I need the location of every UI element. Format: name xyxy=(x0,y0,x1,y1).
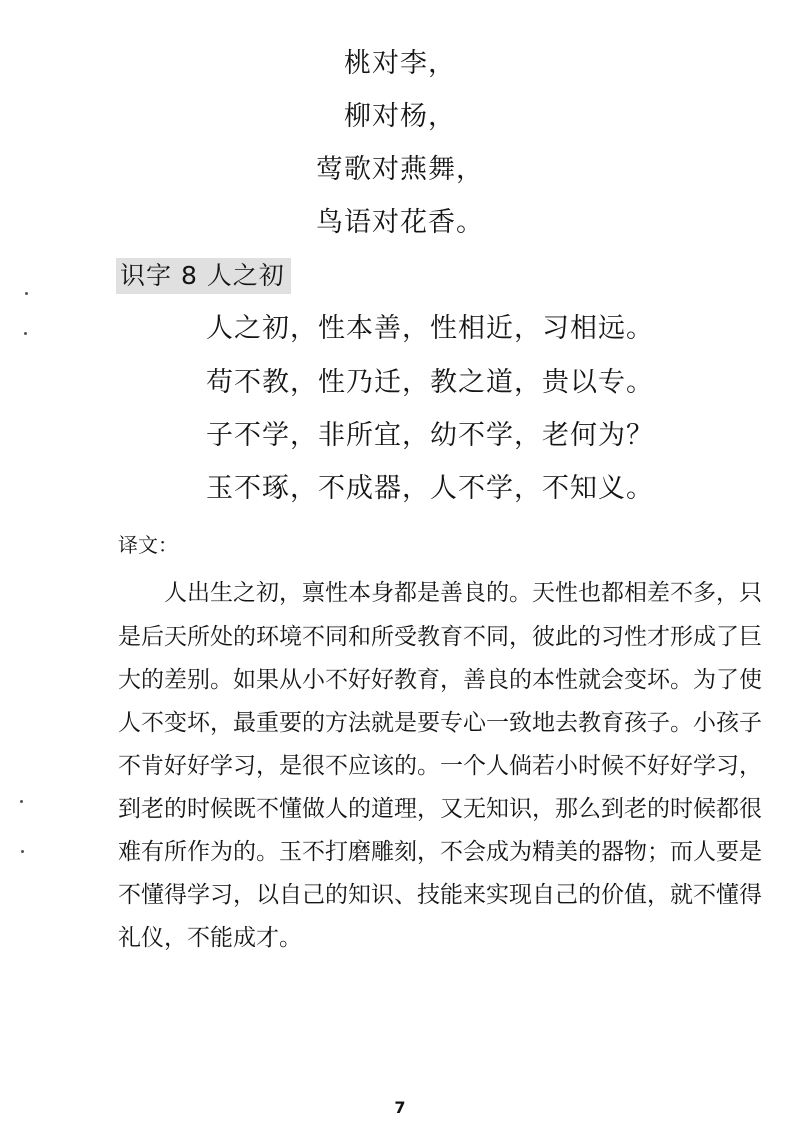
scan-speck xyxy=(20,800,23,803)
classic-line-1: 人之初，性本善，性相近，习相远。 xyxy=(206,313,654,344)
translation-label: 译文： xyxy=(118,533,178,557)
scan-speck xyxy=(21,850,24,853)
classic-line-2: 苟不教，性乃迁，教之道，贵以专。 xyxy=(206,367,654,398)
section-title: 识字 8 人之初 xyxy=(116,258,291,294)
poem-line-2: 柳对杨， xyxy=(344,101,456,132)
classic-line-4: 玉不琢，不成器，人不学，不知义。 xyxy=(206,473,654,504)
page-number: 7 xyxy=(394,1098,406,1117)
scan-speck xyxy=(24,332,27,335)
poem-line-3: 莺歌对燕舞， xyxy=(316,154,484,185)
translation-line-9: 礼仪，不能成才。 xyxy=(118,925,302,951)
translation-line-2: 是后天所处的环境不同和所受教育不同，彼此的习性才形成了巨 xyxy=(118,624,762,650)
poem-line-1: 桃对李， xyxy=(344,48,456,79)
poem-line-4: 鸟语对花香。 xyxy=(316,207,484,238)
translation-line-1: 人出生之初，禀性本身都是善良的。天性也都相差不多，只 xyxy=(164,580,762,606)
translation-line-5: 不肯好好学习，是很不应该的。一个人倘若小时候不好好学习， xyxy=(118,753,762,779)
translation-line-7: 难有所作为的。玉不打磨雕刻，不会成为精美的器物；而人要是 xyxy=(118,839,762,865)
translation-line-4: 人不变坏，最重要的方法就是要专心一致地去教育孩子。小孩子 xyxy=(118,710,762,736)
translation-line-8: 不懂得学习，以自己的知识、技能来实现自己的价值，就不懂得 xyxy=(118,882,762,908)
scan-speck xyxy=(25,292,28,295)
classic-line-3: 子不学，非所宜，幼不学，老何为？ xyxy=(206,420,654,451)
translation-line-3: 大的差别。如果从小不好好教育，善良的本性就会变坏。为了使 xyxy=(118,667,762,693)
translation-line-6: 到老的时候既不懂做人的道理，又无知识，那么到老的时候都很 xyxy=(118,796,762,822)
